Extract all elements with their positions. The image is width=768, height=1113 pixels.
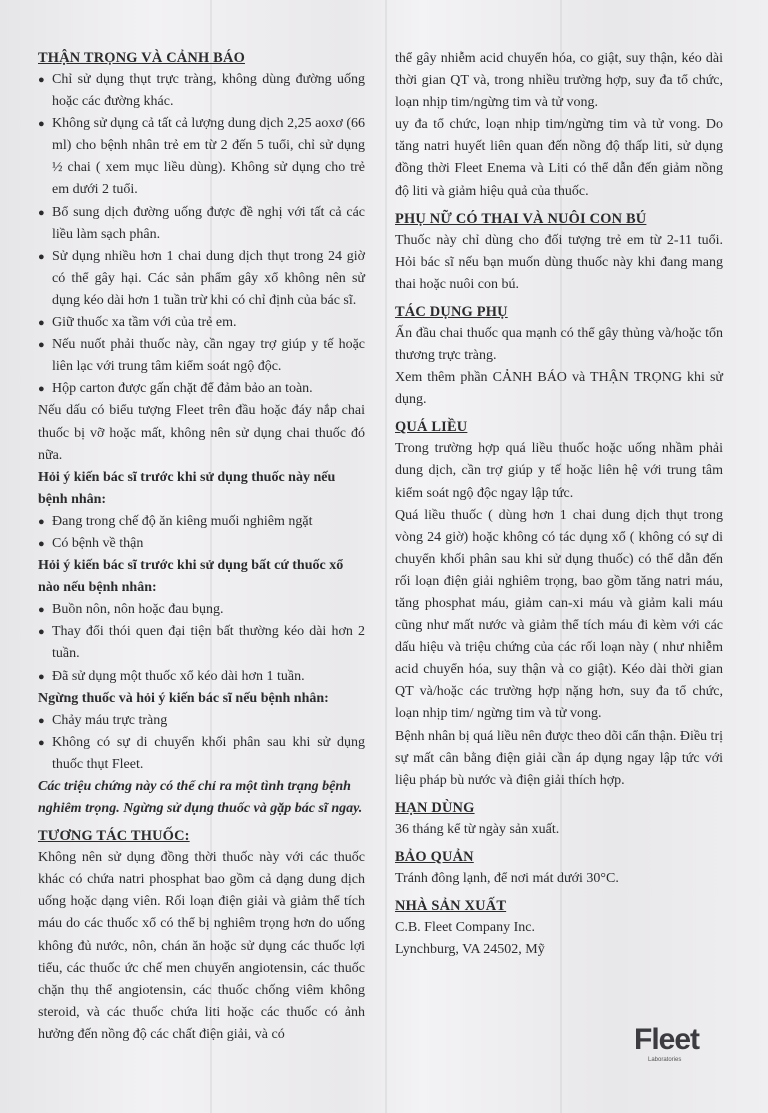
expiry-text: 36 tháng kể từ ngày sản xuất. (395, 821, 560, 837)
list-item: ● Không có sự di chuyển khối phân sau khi sử dụng thuốc thụt Fleet. (38, 734, 365, 772)
side-effects-text-2: Xem thêm phần CẢNH BÁO và THẬN TRỌNG khi sử dụng. (395, 370, 723, 408)
manufacturer-heading: NHÀ SẢN XUẤT (395, 898, 507, 914)
list-item: ● Nếu nuốt phải thuốc này, cần ngay trợ giúp y tế hoặc liên lạc với trung tâm kiểm soát ngộ độc. (38, 337, 365, 375)
list-item: ● Hộp carton được gấn chặt để đảm bảo an toàn. (38, 381, 313, 397)
ask-doctor-laxative-heading: Hỏi ý kiến bác sĩ trước khi sử dụng bất cứ thuốc xổ nào nếu bệnh nhân: (38, 558, 344, 596)
list-item: ● Giữ thuốc xa tầm với của trẻ em. (38, 315, 237, 331)
list-item: ● Không sử dụng cả tất cả lượng dung dịch 2,25 aoxơ (66 ml) cho bệnh nhân trẻ em từ 2 đến 5 tuổi, chỉ sử dụng ½ chai ( xem mục liều dùng). Không sử dụng cho trẻ em dưới 2 tuổi. (38, 116, 365, 198)
storage-text: Tránh đông lạnh, để nơi mát dưới 30°C. (395, 870, 619, 886)
caution-heading: THẬN TRỌNG VÀ CẢNH BÁO (38, 50, 245, 66)
list-item: ● Đã sử dụng một thuốc xổ kéo dài hơn 1 tuần. (38, 668, 305, 684)
ask-doctor-heading: Hỏi ý kiến bác sĩ trước khi sử dụng thuốc này nếu bệnh nhân: (38, 469, 336, 507)
manufacturer-address: Lynchburg, VA 24502, Mỹ (395, 942, 545, 958)
list-item: ● Có bệnh về thận (38, 535, 144, 551)
list-item: ● Chảy máu trực tràng (38, 712, 168, 728)
overdose-text: Trong trường hợp quá liều thuốc hoặc uống nhầm phải dung dịch, cần trợ giúp y tế hoặc liên hệ với trung tâm kiểm soát ngộ độc ngay lập tức. (395, 441, 723, 501)
side-effects-heading: TÁC DỤNG PHỤ (395, 303, 508, 320)
serious-warning: Các triệu chứng này có thể chỉ ra một tình trạng bệnh nghiêm trọng. Ngừng sử dụng thuốc và gặp bác sĩ ngay. (38, 779, 363, 817)
overdose-text-3: Bệnh nhân bị quá liều nên được theo dõi cẩn thận. Điều trị sự mất cân bằng điện giải cần áp dụng ngay lập tức với liệu pháp bù nước và điện giải thích hợp. (395, 728, 723, 788)
interactions-continued-2: uy đa tổ chức, loạn nhịp tim/ngừng tim và tử vong. Do tăng natri huyết liên quan đến nồng độ thấp liti, sử dụng đồng thời Fleet Enema và Liti có thể dẫn đến giảm nồng độ liti và giảm hiệu quả của thuốc. (395, 117, 723, 199)
list-item: ● Buồn nôn, nôn hoặc đau bụng. (38, 602, 224, 618)
pregnancy-heading: PHỤ NỮ CÓ THAI VÀ NUÔI CON BÚ (395, 210, 647, 227)
overdose-heading: QUÁ LIỀU (395, 419, 468, 436)
expiry-heading: HẠN DÙNG (395, 799, 475, 816)
manufacturer-name: C.B. Fleet Company Inc. (395, 920, 535, 935)
right-column (395, 48, 723, 961)
list-item: ● Thay đổi thói quen đại tiện bất thường kéo dài hơn 2 tuần. (38, 624, 365, 662)
side-effects-text: Ấn đầu chai thuốc qua mạnh có thể gây thủng và/hoặc tổn thương trực tràng. (395, 325, 723, 364)
interactions-text: Không nên sử dụng đồng thời thuốc này với các thuốc khác có chứa natri phosphat bao gồm cả dạng dung dịch uống hoặc dạng viên. Rối loạn điện giải và giảm thể tích máu do các thuốc xổ có thể bị nghiêm trọng hơn do uống không đủ nước, nôn, chán ăn hoặc sử dụng các thuốc lợi tiểu, các thuốc ức chế men chuyển angiotensin, các thuốc chặn thụ thể angiotensin, các thuốc chống viêm không steroid, và các thuốc chứa liti hoặc các thuốc có ảnh hưởng đến nồng độ các chất điện giải, và có (38, 850, 365, 1042)
stop-use-heading: Ngừng thuốc và hỏi ý kiến bác sĩ nếu bệnh nhân: (38, 690, 329, 706)
overdose-text-2: Quá liều thuốc ( dùng hơn 1 chai dung dịch thụt trong vòng 24 giờ) hoặc không có tác dụng xổ ( không có sự di chuyển khối phân sau khi sử dụng thuốc) có thể dẫn đến rối loạn điện giải nghiêm trọng, bao gồm tăng natri máu, tăng phosphat máu, giảm can-xi máu và giảm kali máu cũng như mất nước và giảm thể tích máu đi kèm với các dấu hiệu và triệu chứng của các rối loạn này ( như nhiễm acid chuyển hóa, suy thận và co giật). Kéo dài thời gian QT và/hoặc các trường hợp nặng hơn, suy đa tổ chức, loạn nhịp tim/ ngừng tim và tử vong. (395, 507, 723, 722)
carton-note: Nếu dấu có biểu tượng Fleet trên đầu hoặc đáy nắp chai thuốc bị vỡ hoặc mất, không nên sử dụng chai thuốc đó nữa. (38, 403, 365, 463)
interactions-heading: TƯƠNG TÁC THUỐC: (38, 828, 190, 845)
left-column (38, 48, 365, 1046)
fleet-logo-subtitle: Laboratories (648, 1057, 682, 1063)
list-item: ● Chỉ sử dụng thụt trực tràng, không dùng đường uống hoặc các đường khác. (38, 72, 365, 110)
fleet-logo: Fleet (634, 1023, 700, 1056)
storage-heading: BẢO QUẢN (395, 848, 474, 865)
list-item: ● Bổ sung dịch đường uống được đề nghị với tất cả các liều làm sạch phân. (38, 204, 365, 242)
paper-fold (385, 0, 387, 1113)
pregnancy-text: Thuốc này chỉ dùng cho đối tượng trẻ em từ 2-11 tuổi. Hỏi bác sĩ nếu bạn muốn dùng thuốc này khi đang mang thai hoặc nuôi con bú. (395, 232, 723, 292)
list-item: ● Đang trong chế độ ăn kiêng muối nghiêm ngặt (38, 513, 313, 529)
list-item: ● Sử dụng nhiều hơn 1 chai dung dịch thụt trong 24 giờ có thể gây hại. Các sản phẩm gây xổ không nên sử dụng kéo dài hơn 1 tuần trừ khi có chỉ định của bác sĩ. (38, 248, 365, 308)
interactions-continued: thể gây nhiễm acid chuyển hóa, co giật, suy thận, kéo dài thời gian QT và, trong nhiều trường hợp, suy đa tổ chức, loạn nhịp tim/ngừng tim và tử vong. (395, 51, 723, 111)
